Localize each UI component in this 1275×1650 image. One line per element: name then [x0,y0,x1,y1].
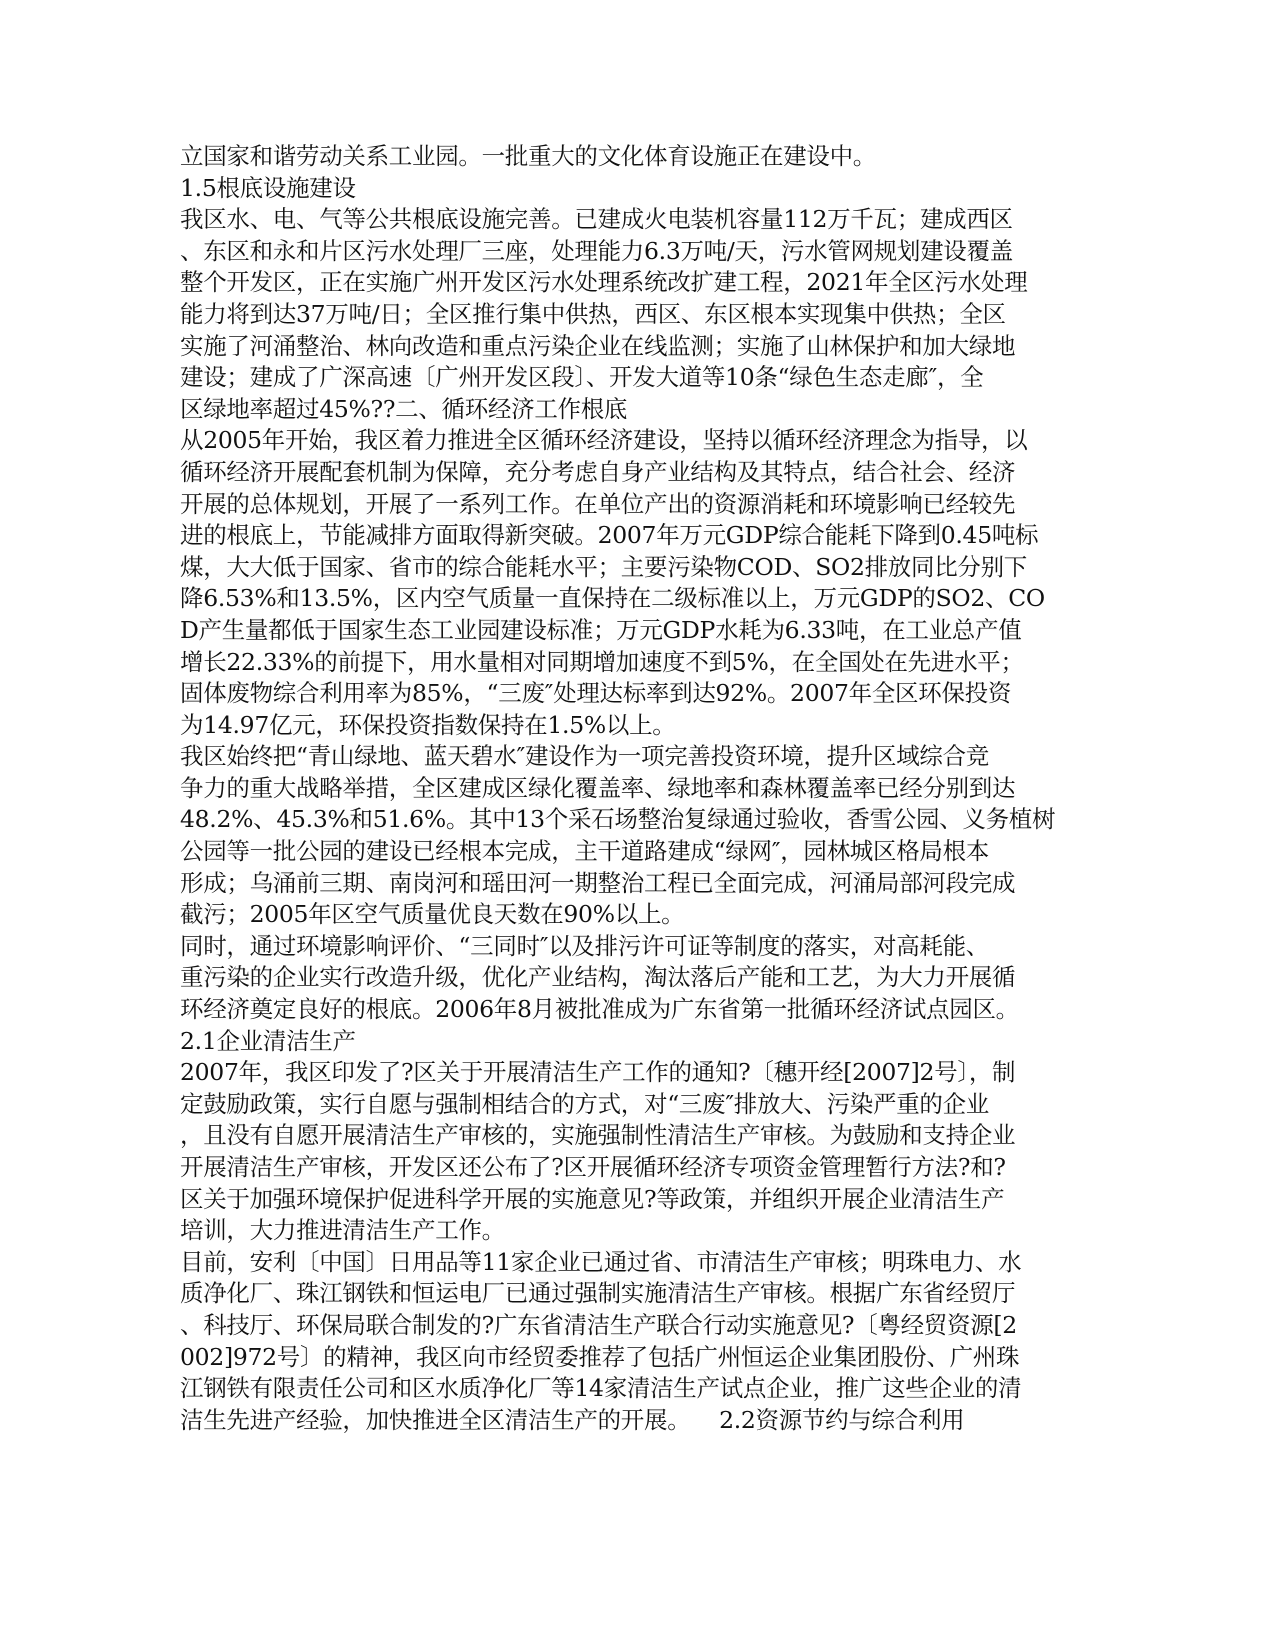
text-line: 循环经济开展配套机制为保障，充分考虑自身产业结构及其特点，结合社会、经济 [180,457,1016,486]
text-line: 争力的重大战略举措，全区建成区绿化覆盖率、绿地率和森林覆盖率已经分别到达 [180,773,1016,802]
text-line: 开展的总体规划，开展了一系列工作。在单位产出的资源消耗和环境影响已经较先 [180,489,1016,518]
text-line: 定鼓励政策，实行自愿与强制相结合的方式，对“三废″排放大、污染严重的企业 [180,1089,989,1118]
text-line: 形成；乌涌前三期、南岗河和瑶田河一期整治工程已全面完成，河涌局部河段完成 [180,868,1016,897]
text-line: 江钢铁有限责任公司和区水质净化厂等14家清洁生产试点企业，推广这些企业的清 [180,1374,1022,1403]
text-line: 固体废物综合利用率为85%，“三废″处理达标率到达92%。2007年全区环保投资 [180,679,1012,708]
text-line: 48.2%、45.3%和51.6%。其中13个采石场整治复绿通过验收，香雪公园、义务植树 [180,805,1056,834]
text-line: 降6.53%和13.5%，区内空气质量一直保持在二级标准以上，万元GDP的SO2、CO [180,584,1045,613]
text-line: 煤，大大低于国家、省市的综合能耗水平；主要污染物COD、SO2排放同比分别下 [180,552,1028,581]
text-line: 从2005年开始，我区着力推进全区循环经济建设，坚持以循环经济理念为指导，以 [180,426,1028,455]
text-line: 建设；建成了广深高速〔广州开发区段〕、开发大道等10条“绿色生态走廊″，全 [180,363,984,392]
text-line: 区关于加强环境保护促进科学开展的实施意见?等政策，并组织开展企业清洁生产 [180,1184,1005,1213]
text-line: 立国家和谐劳动关系工业园。一批重大的文化体育设施正在建设中。 [180,142,876,170]
text-line: 环经济奠定良好的根底。2006年8月被批准成为广东省第一批循环经济试点园区。 [180,995,1019,1024]
text-line: 进的根底上，节能减排方面取得新突破。2007年万元GDP综合能耗下降到0.45吨标 [180,521,1039,550]
text-line: 公园等一批公园的建设已经根本完成，主干道路建成“绿网″，园林城区格局根本 [180,837,989,866]
document-body [180,141,1060,1436]
text-line: 2.1企业清洁生产 [180,1026,356,1055]
text-line: 我区水、电、气等公共根底设施完善。已建成火电装机容量112万千瓦；建成西区 [180,205,1013,234]
text-line: 增长22.33%的前提下，用水量相对同期增加速度不到5%，在全国处在先进水平； [180,647,1024,676]
text-line: 质净化厂、珠江钢铁和恒运电厂已通过强制实施清洁生产审核。根据广东省经贸厅 [180,1279,1016,1308]
text-line: 、东区和永和片区污水处理厂三座，处理能力6.3万吨/天，污水管网规划建设覆盖 [180,236,1013,265]
text-line: 、科技厅、环保局联合制发的?广东省清洁生产联合行动实施意见?〔粤经贸资源[2 [180,1310,1017,1339]
text-line: 我区始终把“青山绿地、蓝天碧水″建设作为一项完善投资环境，提升区域综合竞 [180,742,989,771]
text-line: 培训，大力推进清洁生产工作。 [180,1216,505,1245]
text-line: 同时，通过环境影响评价、“三同时″以及排污许可证等制度的落实，对高耗能、 [180,931,989,960]
text-line: ，且没有自愿开展清洁生产审核的，实施强制性清洁生产审核。为鼓励和支持企业 [180,1121,1016,1150]
text-line: 目前，安利〔中国〕日用品等11家企业已通过省、市清洁生产审核；明珠电力、水 [180,1247,1022,1276]
text-line: 为14.97亿元，环保投资指数保持在1.5%以上。 [180,710,676,739]
text-line: 2007年，我区印发了?区关于开展清洁生产工作的通知?〔穗开经[2007]2号〕，制 [180,1058,1016,1087]
text-line: 整个开发区，正在实施广州开发区污水处理系统改扩建工程，2021年全区污水处理 [180,268,1028,297]
text-line: 截污；2005年区空气质量优良天数在90%以上。 [180,900,685,929]
text-line: D产生量都低于国家生态工业园建设标准；万元GDP水耗为6.33吨，在工业总产值 [180,615,1022,644]
text-line: 重污染的企业实行改造升级，优化产业结构，淘汰落后产能和工艺，为大力开展循 [180,963,1016,992]
text-line: 1.5根底设施建设 [180,173,356,202]
text-line: 实施了河涌整治、林向改造和重点污染企业在线监测；实施了山林保护和加大绿地 [180,331,1016,360]
text-line: 区绿地率超过45%??二、循环经济工作根底 [180,394,628,423]
text-line: 002]972号〕的精神，我区向市经贸委推荐了包括广州恒运企业集团股份、广州珠 [180,1342,1020,1371]
text-line: 能力将到达37万吨/日；全区推行集中供热，西区、东区根本实现集中供热；全区 [180,299,1006,328]
text-line: 开展清洁生产审核，开发区还公布了?区开展循环经济专项资金管理暂行方法?和? [180,1153,1006,1181]
text-line: 洁生先进产经验，加快推进全区清洁生产的开展。 2.2资源节约与综合利用 [180,1405,965,1434]
